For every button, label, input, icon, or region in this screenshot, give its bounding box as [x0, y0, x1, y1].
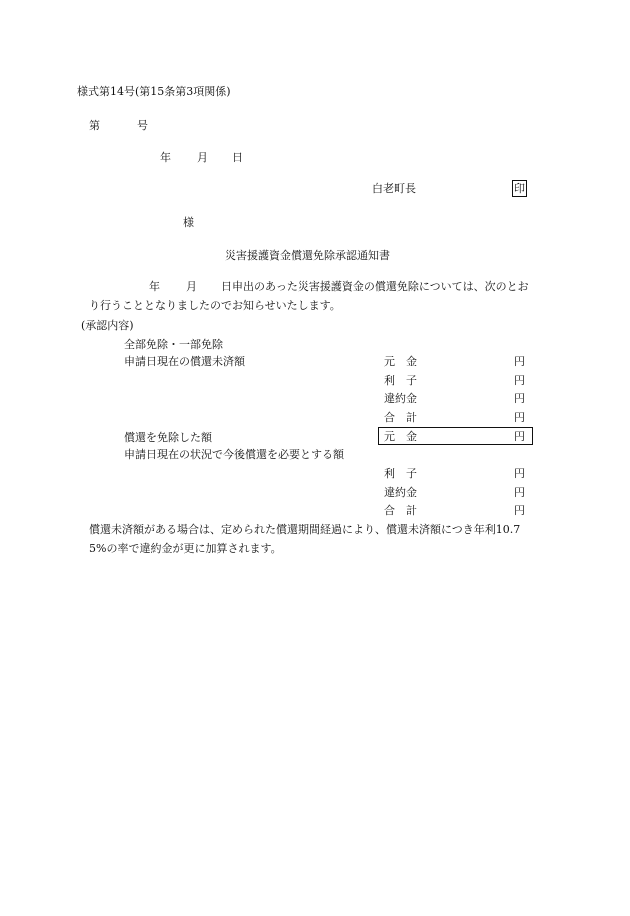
reference-number-suffix: 号: [137, 119, 148, 132]
body-month: 月: [186, 280, 197, 293]
reference-number-prefix: 第: [89, 119, 100, 132]
footnote-line-2: 5%の率で違約金が更に加算されます。: [89, 542, 282, 555]
body-year: 年: [149, 280, 160, 293]
unpaid-total-unit: 円: [514, 411, 525, 424]
required-interest-label: 利 子: [384, 467, 417, 480]
body-line-1: 日申出のあった災害援護資金の償還免除については、次のとお: [221, 280, 529, 293]
date-year: 年: [160, 151, 171, 164]
required-heading: 申請日現在の状況で今後償還を必要とする額: [124, 448, 344, 461]
unpaid-heading: 申請日現在の償還未済額: [124, 355, 245, 368]
addressee-honorific: 様: [183, 216, 194, 229]
exempted-principal-unit: 円: [514, 430, 525, 443]
issuer-name: 白老町長: [372, 182, 416, 195]
required-penalty-label: 違約金: [384, 486, 417, 499]
unpaid-total-label: 合 計: [384, 411, 417, 424]
unpaid-interest-unit: 円: [514, 374, 525, 387]
form-number: 様式第14号(第15条第3項関係): [77, 85, 231, 98]
required-total-label: 合 計: [384, 504, 417, 517]
seal-stamp: 印: [514, 182, 525, 195]
body-line-2: り行うこととなりましたのでお知らせいたします。: [89, 299, 341, 312]
required-penalty-unit: 円: [514, 486, 525, 499]
required-interest-unit: 円: [514, 467, 525, 480]
unpaid-principal-label: 元 金: [384, 355, 417, 368]
date-month: 月: [197, 151, 208, 164]
exempted-heading: 償還を免除した額: [124, 431, 212, 444]
required-total-unit: 円: [514, 504, 525, 517]
footnote-line-1: 償還未済額がある場合は、定められた償還期間経過により、償還未済額につき年利10.7: [89, 523, 521, 536]
section-label: (承認内容): [81, 319, 134, 332]
unpaid-principal-unit: 円: [514, 355, 525, 368]
unpaid-penalty-label: 違約金: [384, 392, 417, 405]
unpaid-interest-label: 利 子: [384, 374, 417, 387]
unpaid-penalty-unit: 円: [514, 392, 525, 405]
document-title: 災害援護資金償還免除承認通知書: [225, 249, 390, 262]
date-day: 日: [232, 151, 243, 164]
exempted-principal-label: 元 金: [384, 430, 417, 443]
exemption-type: 全部免除・一部免除: [124, 338, 223, 351]
